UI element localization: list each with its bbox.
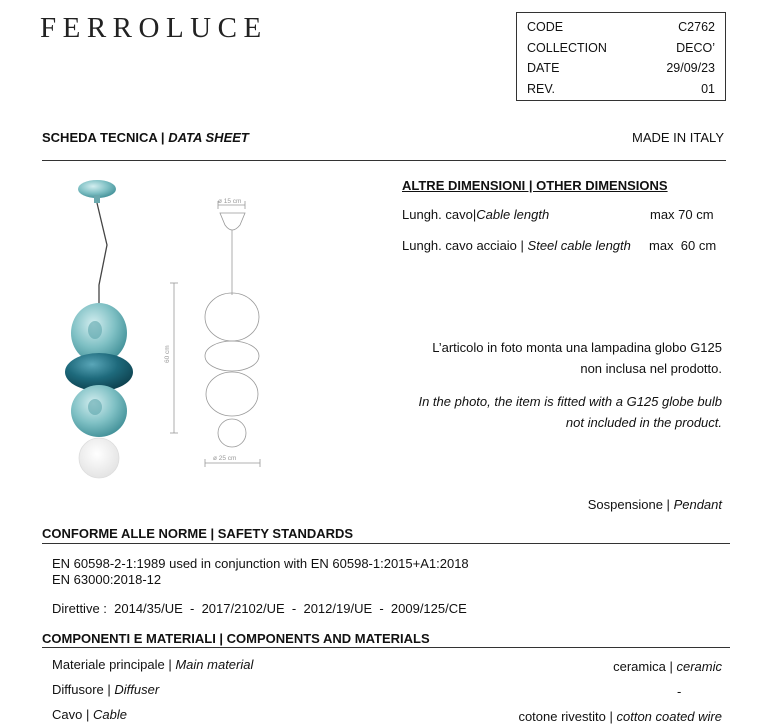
rev-row bbox=[527, 79, 715, 100]
product-type-it: Sospensione | bbox=[587, 497, 670, 512]
note-en-line2: not included in the product. bbox=[565, 415, 722, 430]
cable-value bbox=[518, 709, 722, 724]
info-box bbox=[516, 12, 726, 101]
components-title: COMPONENTI E MATERIALI | COMPONENTS AND MATERIALS bbox=[42, 631, 430, 646]
note-en-line1: In the photo, the item is fitted with a G125 globe bulb bbox=[418, 394, 722, 409]
cable-length-en: Cable length bbox=[476, 207, 550, 222]
code-row bbox=[527, 17, 715, 38]
cable-value-en: cotton coated wire bbox=[616, 709, 722, 724]
directives: Direttive : 2014/35/UE - 2017/2102/UE - 2012/19/UE - 2009/125/CE bbox=[52, 601, 467, 616]
diffuser-it: Diffusore | bbox=[52, 682, 111, 697]
cable-label bbox=[52, 707, 127, 722]
product-type-en: Pendant bbox=[673, 497, 722, 512]
note-it-line1: L’articolo in foto monta una lampadina globo G125 bbox=[432, 340, 722, 355]
cable-length-label bbox=[402, 207, 549, 222]
main-material-en: Main material bbox=[175, 657, 254, 672]
brand-logo: FERROLUCE bbox=[40, 12, 268, 44]
other-dimensions-title: ALTRE DIMENSIONI | OTHER DIMENSIONS bbox=[402, 178, 668, 193]
diffuser-value: - bbox=[677, 684, 682, 699]
cable-length-it: Lungh. cavo| bbox=[402, 207, 477, 222]
main-material-value-en: ceramic bbox=[676, 659, 722, 674]
date-label: DATE bbox=[527, 61, 560, 75]
standards-line1: EN 60598-2-1:1989 used in conjunction with EN 60598-1:2015+A1:2018 bbox=[52, 556, 469, 571]
steel-cable-length-value: max 60 cm bbox=[649, 238, 717, 253]
bottom-dimension-label: ø 25 cm bbox=[213, 455, 237, 462]
standards-divider bbox=[42, 543, 730, 544]
steel-cable-length-label bbox=[402, 238, 631, 253]
code-label: CODE bbox=[527, 20, 564, 34]
sheet-title-en: DATA SHEET bbox=[168, 130, 249, 145]
standards-title: CONFORME ALLE NORME | SAFETY STANDARDS bbox=[42, 526, 354, 541]
collection-row bbox=[527, 38, 715, 59]
date-row bbox=[527, 58, 715, 79]
main-material-it: Materiale principale | bbox=[52, 657, 172, 672]
steel-cable-length-en: Steel cable length bbox=[527, 238, 631, 253]
main-material-value bbox=[613, 659, 722, 674]
rev-label: REV. bbox=[527, 81, 556, 96]
cable-length-value: max 70 cm bbox=[650, 207, 714, 222]
cable-value-it: cotone rivestito | bbox=[518, 709, 613, 724]
header-divider bbox=[42, 160, 726, 161]
product-type bbox=[588, 497, 722, 512]
steel-cable-length-it: Lungh. cavo acciaio | bbox=[402, 238, 524, 253]
collection-label: COLLECTION bbox=[527, 40, 607, 55]
collection-value: DECO’ bbox=[676, 40, 715, 55]
rev-value: 01 bbox=[701, 81, 715, 96]
standards-line2: EN 63000:2018-12 bbox=[52, 572, 162, 587]
code-value: C2762 bbox=[678, 20, 715, 34]
main-material-label bbox=[52, 657, 253, 672]
components-divider bbox=[42, 647, 730, 648]
sheet-title-it: SCHEDA TECNICA | bbox=[42, 130, 165, 145]
main-material-value-it: ceramica | bbox=[613, 659, 673, 674]
made-in-italy: MADE IN ITALY bbox=[632, 130, 724, 145]
height-dimension-label: 60 cm bbox=[164, 345, 171, 363]
note-it-line2: non inclusa nel prodotto. bbox=[580, 361, 722, 376]
top-dimension-label: ø 15 cm bbox=[218, 198, 242, 205]
date-value: 29/09/23 bbox=[666, 61, 715, 75]
cable-en: Cable bbox=[92, 707, 127, 722]
product-photo bbox=[55, 175, 145, 480]
diffuser-label bbox=[52, 682, 159, 697]
diffuser-en: Diffuser bbox=[114, 682, 160, 697]
technical-drawing bbox=[160, 195, 275, 470]
sheet-title bbox=[42, 130, 249, 145]
cable-it: Cavo | bbox=[52, 707, 90, 722]
